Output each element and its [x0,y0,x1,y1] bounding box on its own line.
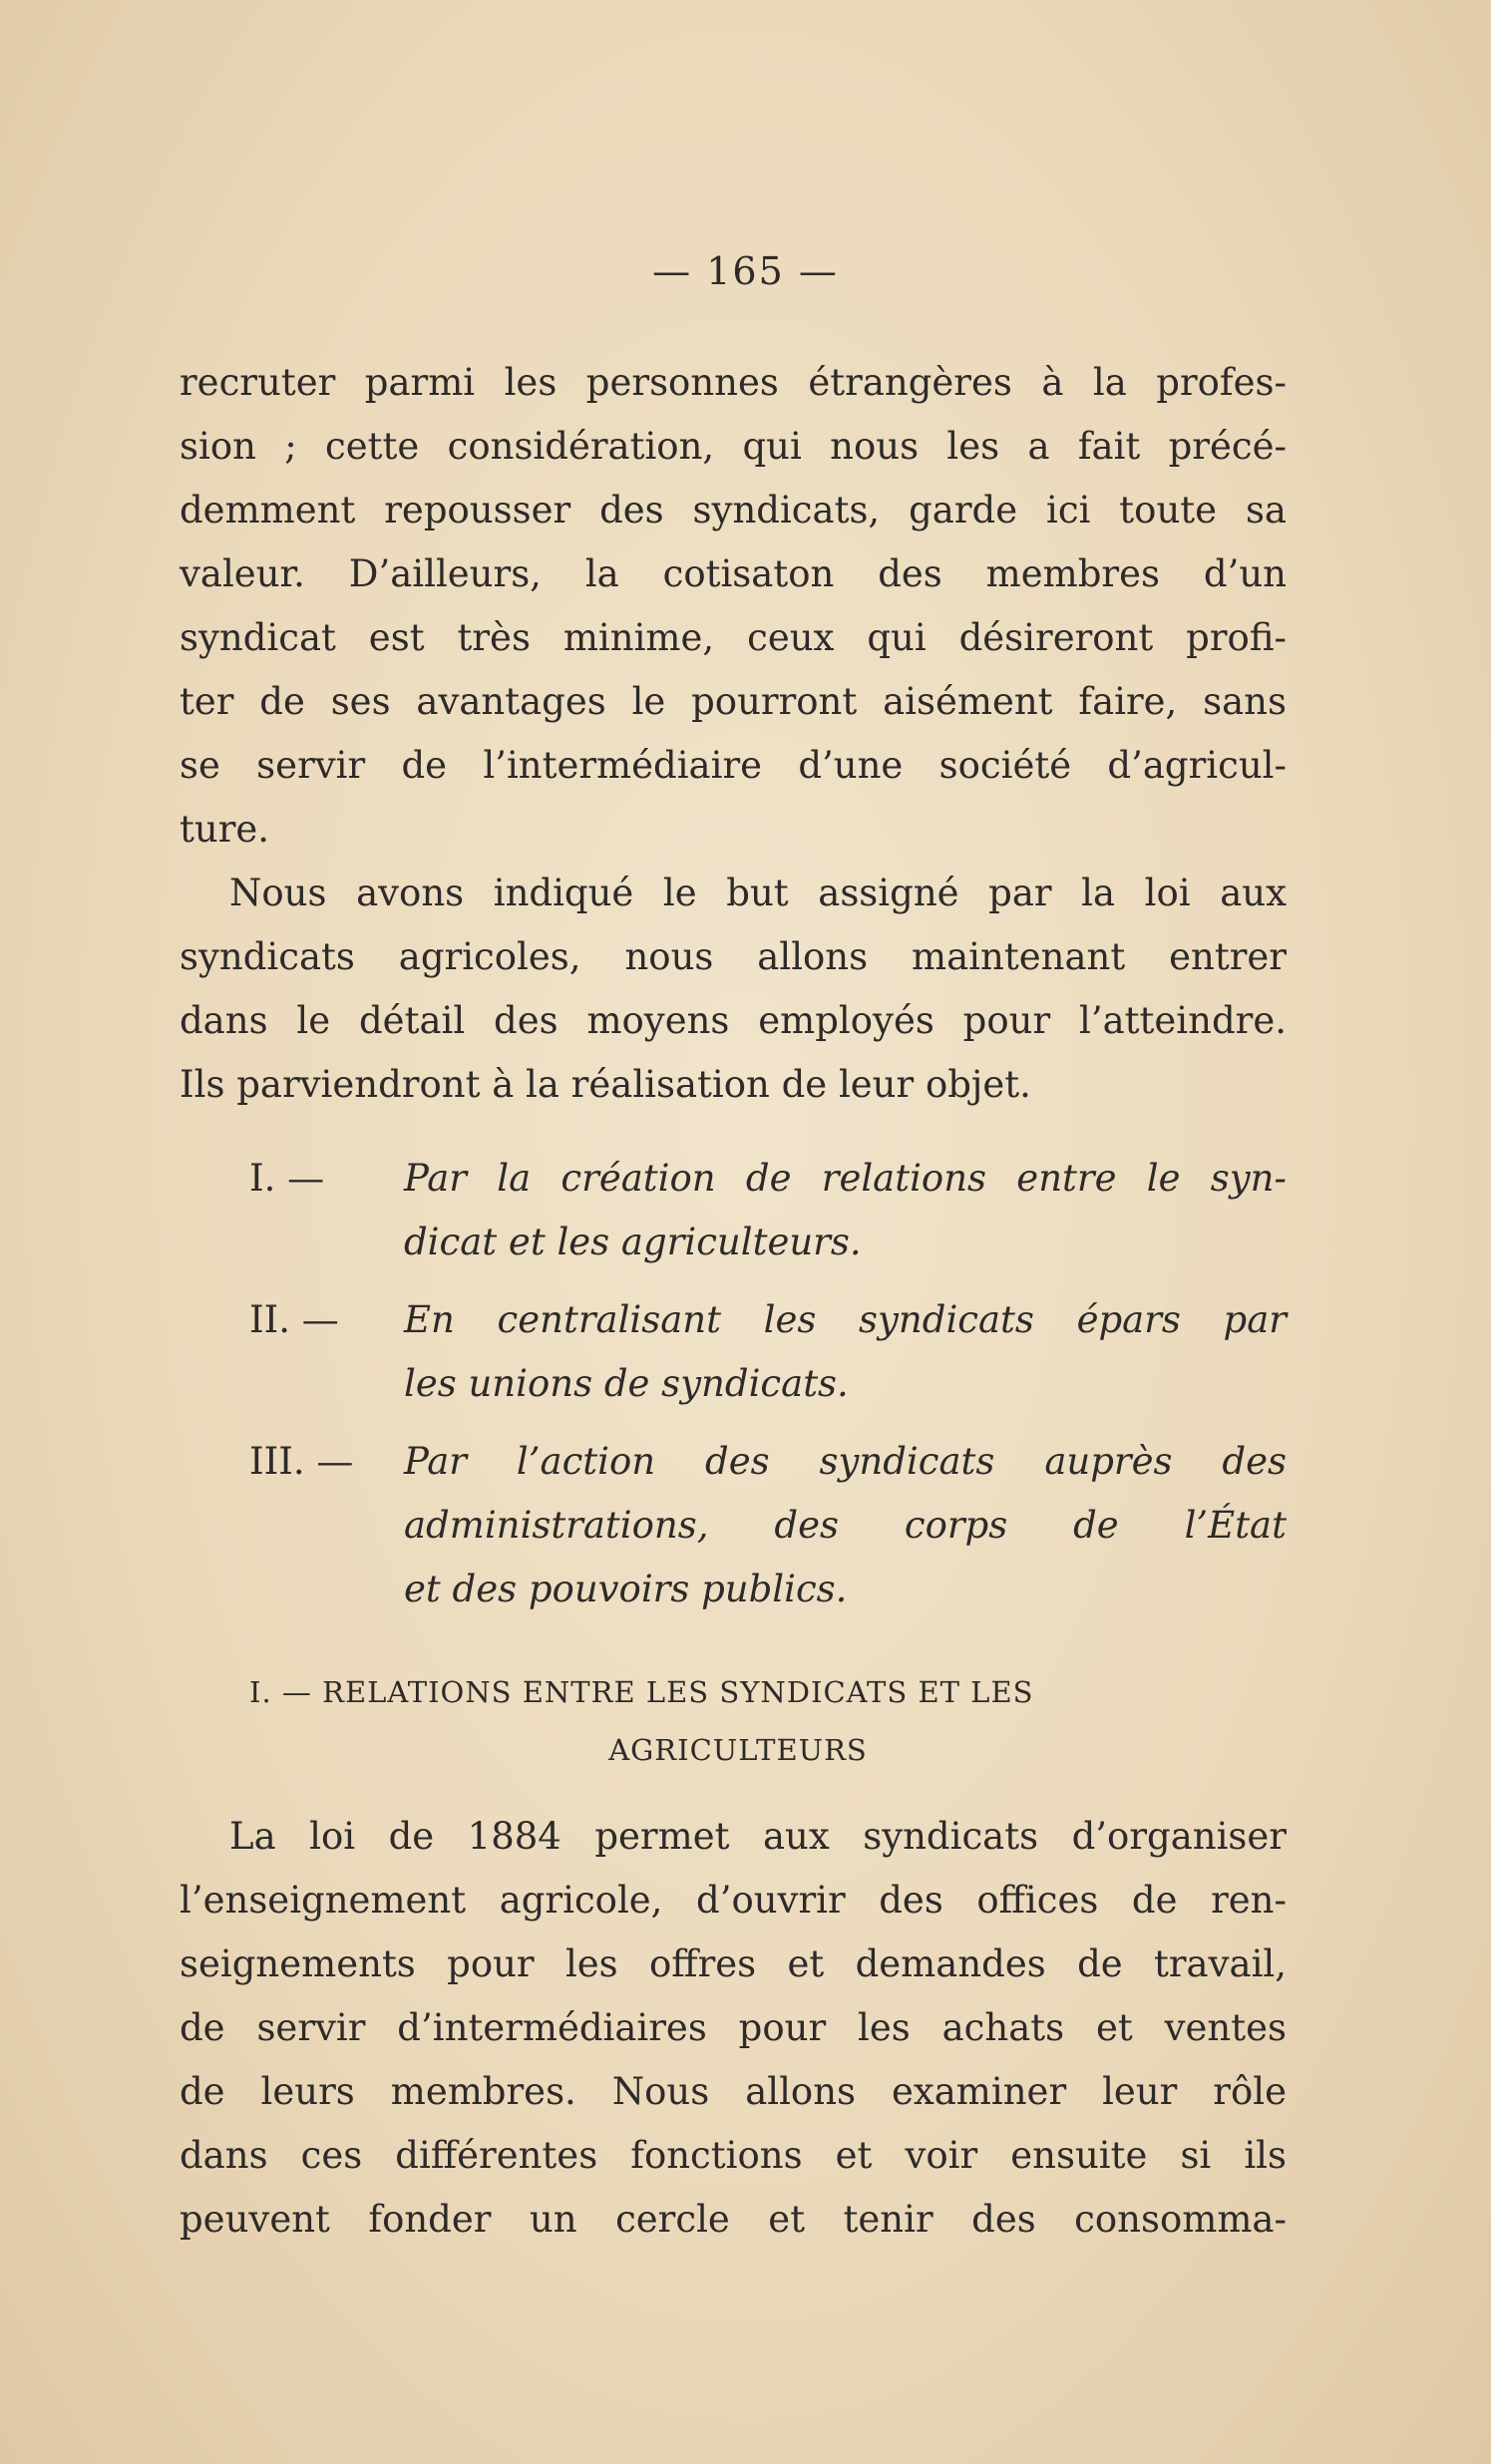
text-line: seignements pour les offres et demandes de travail, [180,1942,1287,1985]
paragraph-3 [180,1805,1287,2252]
list-line: Par l’action des syndicats auprès des [404,1440,1287,1483]
list-line: En centralisant les syndicats épars par [404,1298,1287,1341]
text-line: de servir d’intermédiaires pour les achats et ventes [180,2006,1287,2049]
text-line: peuvent fonder un cercle et tenir des consomma- [180,2198,1287,2241]
list-number: II. — [249,1298,339,1341]
page-number: — 165 — [652,249,839,293]
text-line: sion ; cette considération, qui nous les a fait précé- [180,425,1287,468]
section-heading-line: I. — RELATIONS ENTRE LES SYNDICATS ET LES [249,1675,1034,1709]
text-line: de leurs membres. Nous allons examiner leur rôle [180,2070,1287,2113]
text-line: ture. [180,808,270,851]
paragraph-1 [180,351,1287,862]
text-line: l’enseignement agricole, d’ouvrir des offices de ren- [180,1879,1287,1922]
text-line: valeur. D’ailleurs, la cotisaton des membres d’un [180,552,1287,595]
text-line: dans ces différentes fonctions et voir ensuite si ils [180,2134,1287,2177]
section-heading [180,1663,1287,1779]
list-line: les unions de syndicats. [404,1362,849,1405]
list-line: et des pouvoirs publics. [404,1568,848,1610]
text-line: recruter parmi les personnes étrangères à la profes- [180,361,1287,404]
text-line: dans le détail des moyens employés pour l’atteindre. [180,999,1287,1042]
text-line: Nous avons indiqué le but assigné par la loi aux [229,872,1287,914]
paragraph-2 [180,862,1287,1117]
list-number: III. — [249,1440,354,1483]
list-item [180,1288,1287,1416]
text-line: demment repousser des syndicats, garde ici toute sa [180,489,1287,531]
section-heading-line: AGRICULTEURS [608,1733,868,1767]
list-line: Par la création de relations entre le syn- [404,1157,1287,1200]
text-line: syndicats agricoles, nous allons maintenant entrer [180,935,1287,978]
list-item [180,1147,1287,1274]
list-line: administrations, des corps de l’État [404,1504,1287,1547]
text-line: Ils parviendront à la réalisation de leur objet. [180,1063,1031,1106]
list-number: I. — [249,1157,325,1200]
text-line: ter de ses avantages le pourront aisément faire, sans [180,680,1287,723]
numbered-list [180,1147,1287,1635]
text-line: syndicat est très minime, ceux qui désireront profi- [180,616,1287,659]
text-line: se servir de l’intermédiaire d’une société d’agricul- [180,744,1287,787]
list-item [180,1430,1287,1621]
list-line: dicat et les agriculteurs. [404,1221,862,1263]
text-line: La loi de 1884 permet aux syndicats d’organiser [229,1815,1287,1858]
